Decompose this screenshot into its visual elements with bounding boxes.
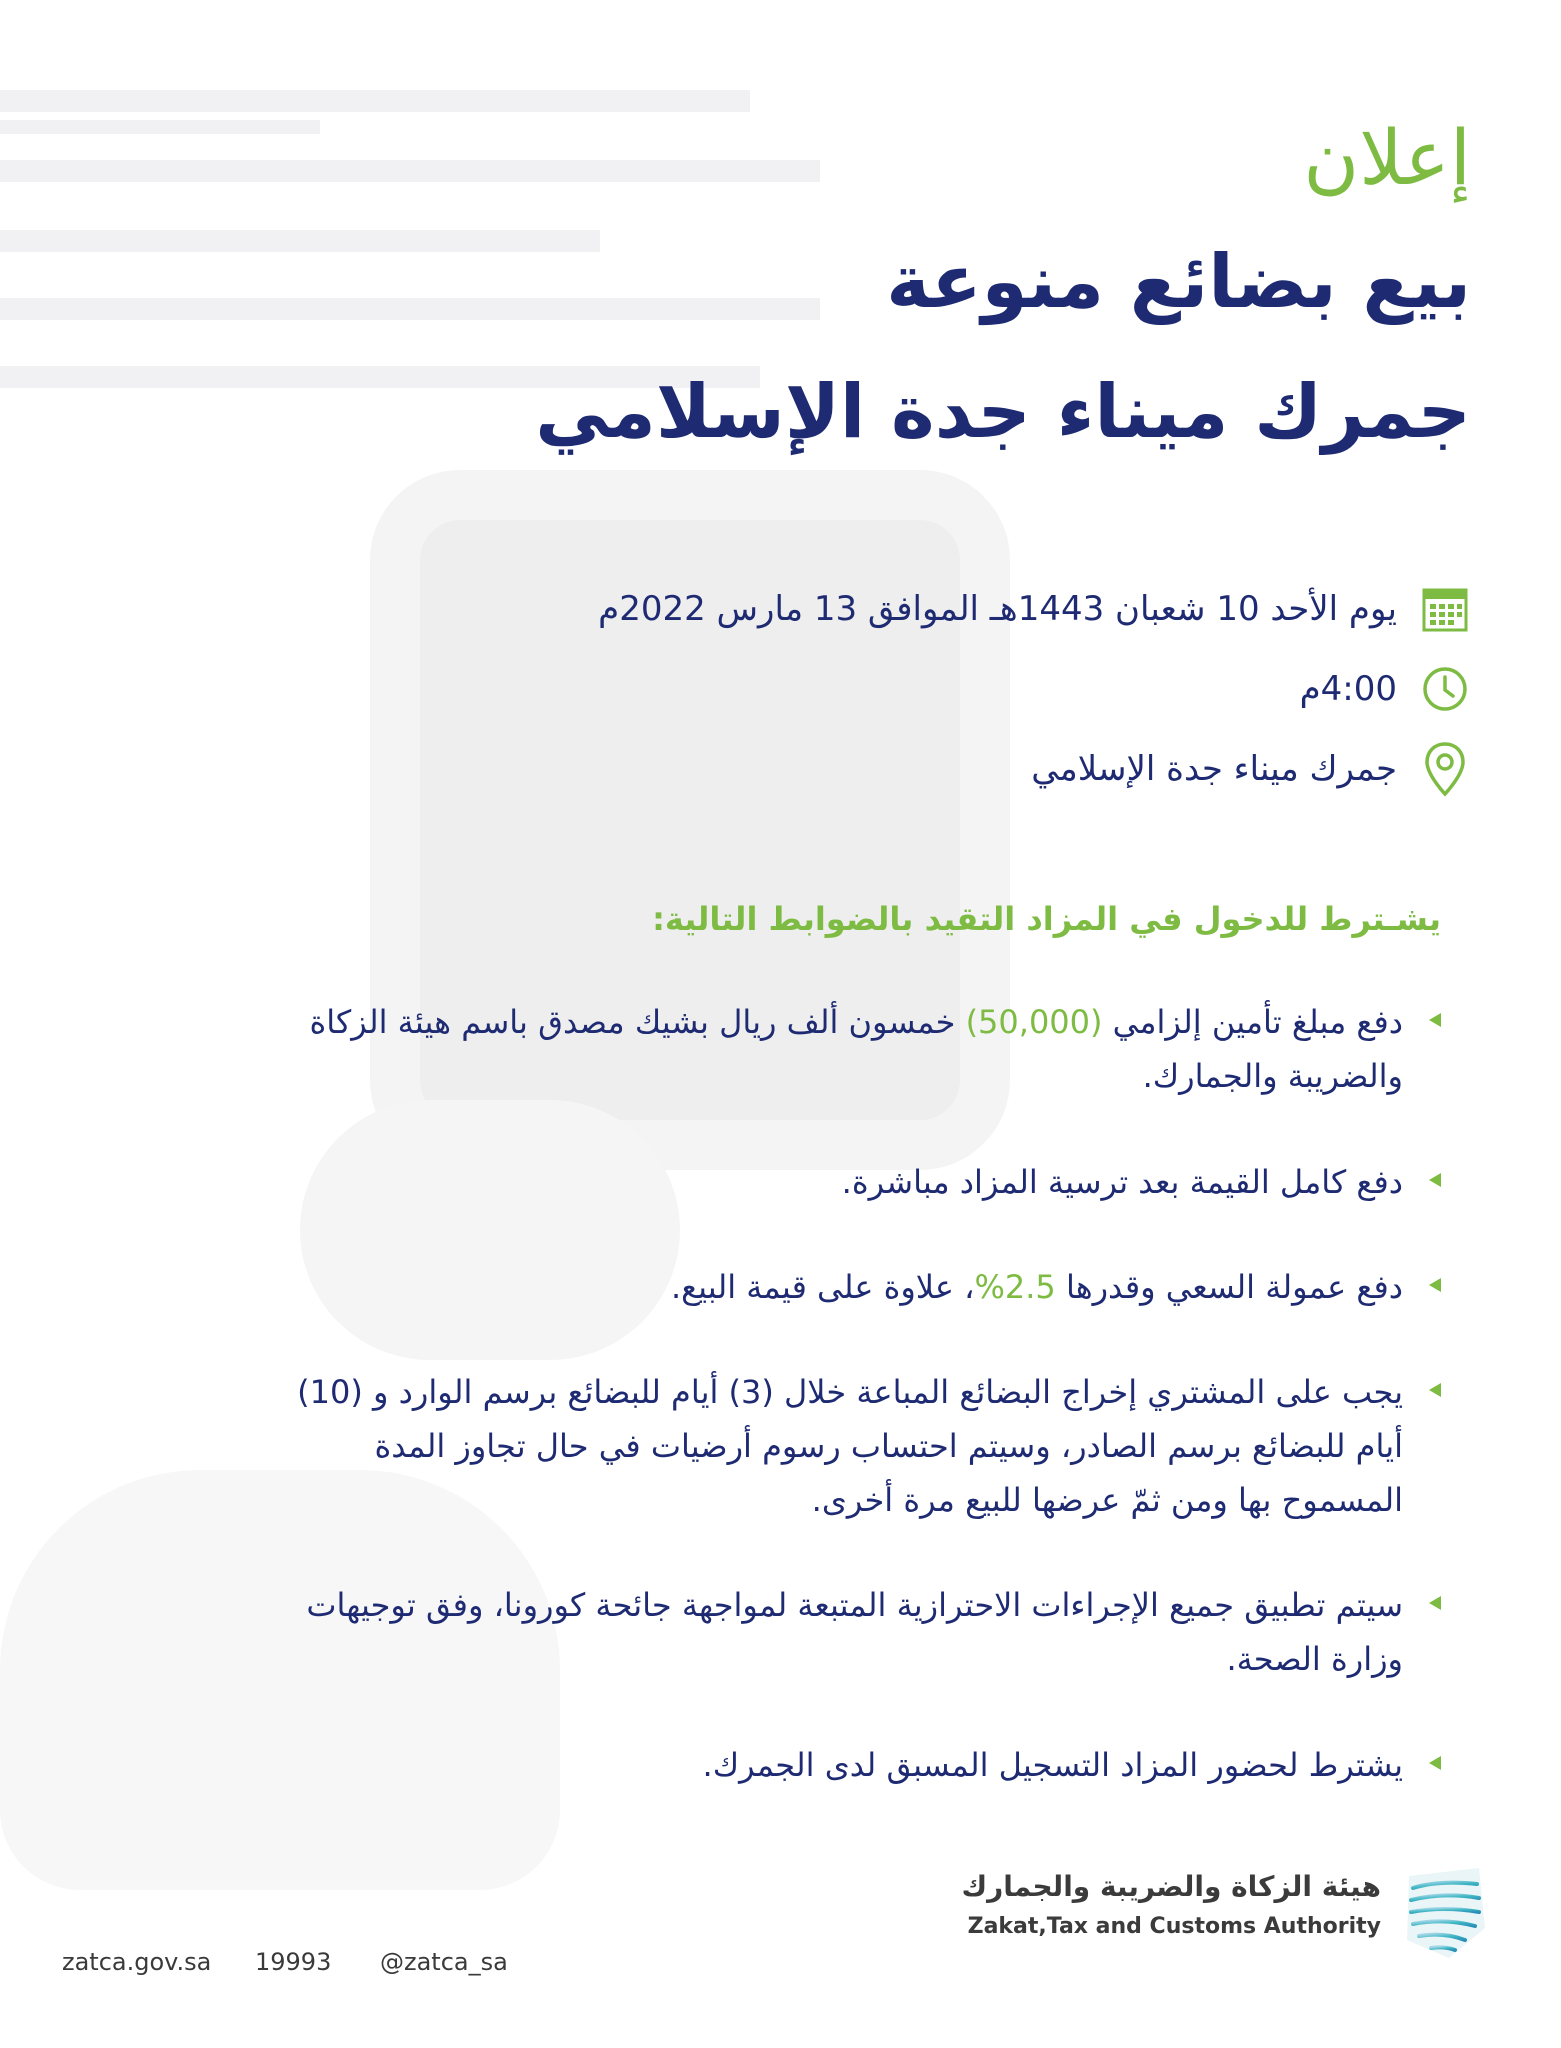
background-hand-shape-2 xyxy=(300,1100,680,1360)
page-title: بيع بضائع منوعة xyxy=(886,239,1471,325)
triangle-bullet-icon xyxy=(1429,1278,1441,1292)
triangle-bullet-icon xyxy=(1429,1596,1441,1610)
date-row xyxy=(598,583,1471,635)
condition-text-3 xyxy=(283,1260,1403,1314)
clock-icon xyxy=(1419,663,1471,715)
calendar-icon xyxy=(1419,583,1471,635)
event-date: يوم الأحد 10 شعبان 1443هـ الموافق 13 مارس 2022م xyxy=(598,589,1397,629)
condition-text-6: يشترط لحضور المزاد التسجيل المسبق لدى الجمرك. xyxy=(702,1746,1403,1784)
website-link[interactable]: zatca.gov.sa xyxy=(62,1948,212,1976)
condition-item-4 xyxy=(261,1365,1441,1527)
condition-item-1 xyxy=(261,995,1441,1103)
condition-text-2: دفع كامل القيمة بعد ترسية المزاد مباشرة. xyxy=(841,1163,1403,1201)
page-subtitle: جمرك ميناء جدة الإسلامي xyxy=(535,369,1471,455)
social-handle[interactable]: @zatca_sa xyxy=(380,1948,508,1976)
phone-number[interactable]: 19993 xyxy=(255,1948,332,1976)
zatca-logo-icon xyxy=(1389,1858,1499,1968)
triangle-bullet-icon xyxy=(1429,1756,1441,1770)
condition-1-part-b: خمسون ألف ريال بشيك مصدق باسم هيئة الزكاة والضريبة والجمارك. xyxy=(309,1003,1403,1095)
triangle-bullet-icon xyxy=(1429,1383,1441,1397)
commission-rate: 2.5% xyxy=(974,1268,1056,1306)
triangle-bullet-icon xyxy=(1429,1173,1441,1187)
conditions-heading: يشـترط للدخول في المزاد التقيد بالضوابط التالية: xyxy=(652,900,1441,938)
event-location: جمرك ميناء جدة الإسلامي xyxy=(1031,749,1397,789)
condition-text-4: يجب على المشتري إخراج البضائع المباعة خلال (3) أيام للبضائع برسم الوارد و (10) أيام للبضائع برسم الصادر، وسيتم احتساب رسوم أرضيات في حال تجاوز المدة المسموح بها ومن ثمّ عرضها للبيع مرة أخرى. xyxy=(297,1373,1403,1519)
condition-1-part-a: دفع مبلغ تأمين إلزامي xyxy=(1102,1003,1403,1041)
condition-item-5 xyxy=(261,1578,1441,1686)
condition-item-2 xyxy=(261,1155,1441,1209)
org-name-english: Zakat,Tax and Customs Authority xyxy=(967,1914,1381,1939)
org-name-arabic: هيئة الزكاة والضريبة والجمارك xyxy=(961,1870,1381,1903)
condition-3-part-a: دفع عمولة السعي وقدرها xyxy=(1055,1268,1403,1306)
location-row xyxy=(1031,743,1471,795)
condition-text-1 xyxy=(283,995,1403,1103)
condition-text-5: سيتم تطبيق جميع الإجراءات الاحترازية المتبعة لمواجهة جائحة كورونا، وفق توجيهات وزارة الصحة. xyxy=(306,1586,1403,1678)
location-pin-icon xyxy=(1419,743,1471,795)
condition-3-part-b: ، علاوة على قيمة البيع. xyxy=(670,1268,975,1306)
time-row xyxy=(1300,663,1471,715)
deposit-amount: (50,000) xyxy=(965,1003,1103,1041)
event-time: 4:00م xyxy=(1299,669,1397,709)
condition-item-3 xyxy=(261,1260,1441,1314)
decorative-stripes xyxy=(0,80,840,410)
triangle-bullet-icon xyxy=(1429,1013,1441,1027)
condition-item-6 xyxy=(261,1738,1441,1792)
announcement-label: إعلان xyxy=(1303,113,1471,202)
